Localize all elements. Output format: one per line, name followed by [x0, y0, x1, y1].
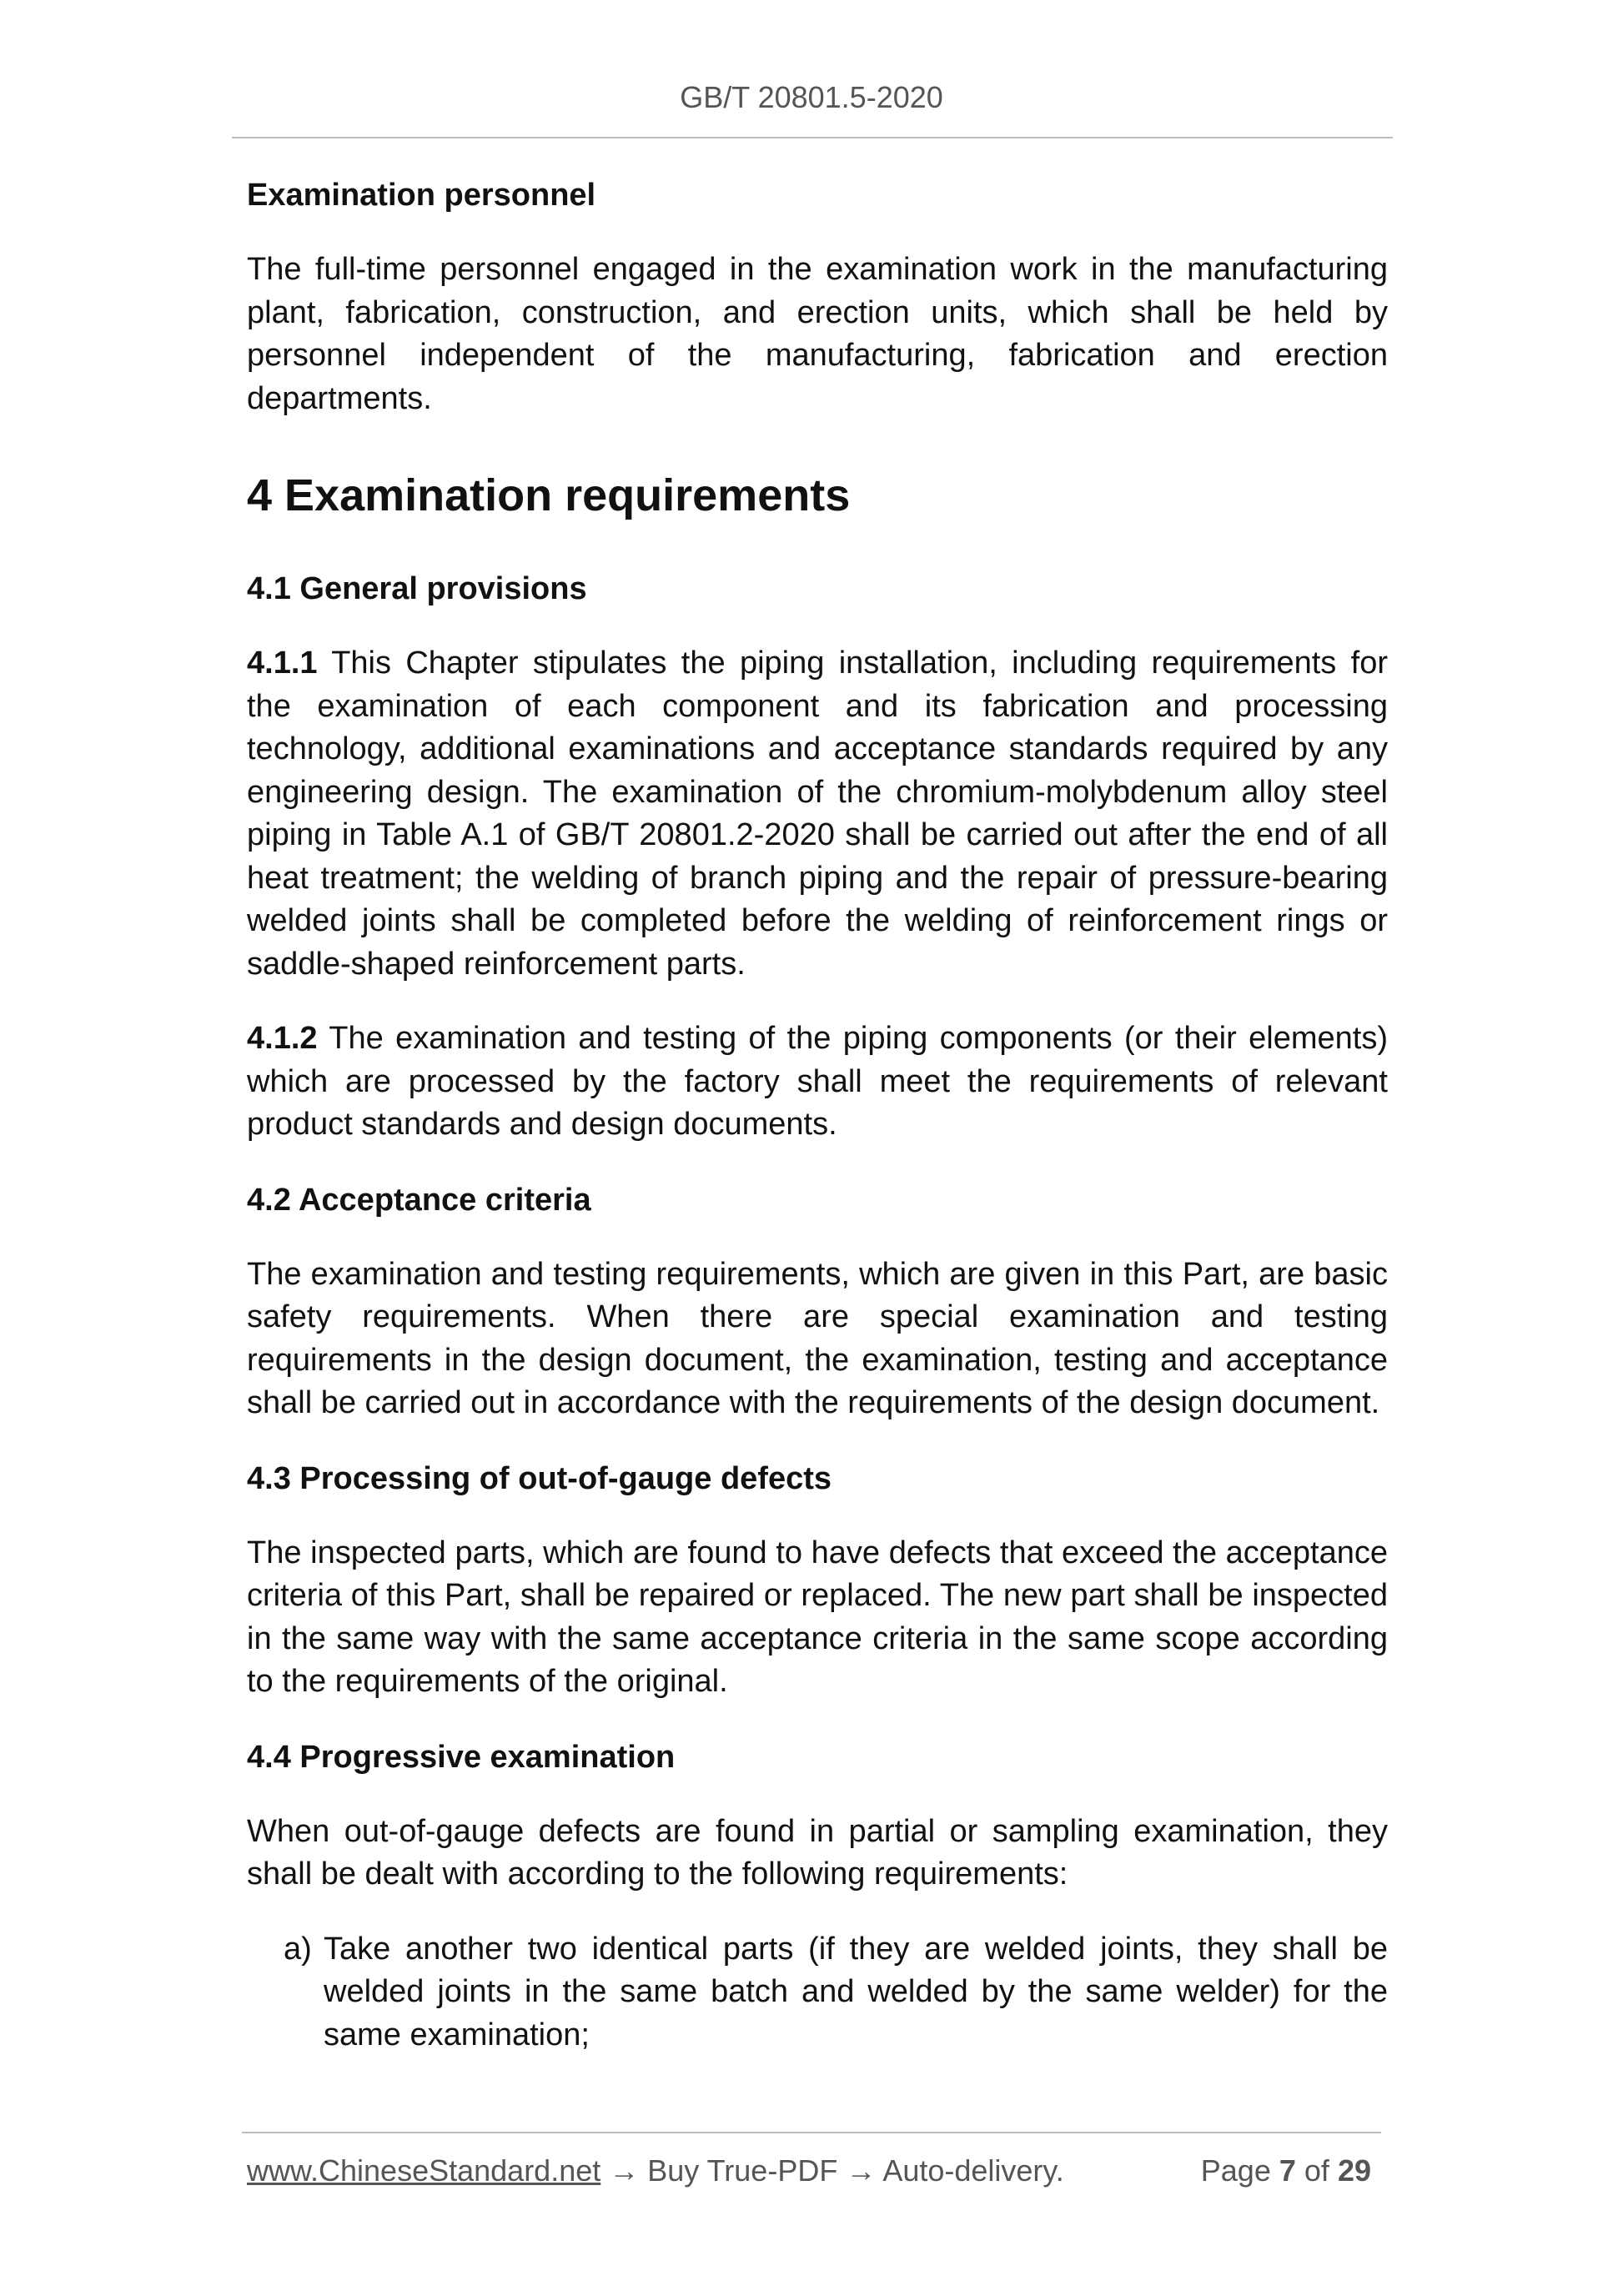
list-item: [247, 1928, 1388, 2057]
clause-4-1-2: [247, 1017, 1388, 1147]
section-4-2-heading: 4.2 Acceptance criteria: [247, 1182, 591, 1218]
term-definition: The full-time personnel engaged in the examination work in the manufacturing plant, fabrication, construction, and erection units, which shall be held by personnel independent of the manufacturing, fabrication and erection departments.: [247, 252, 1388, 416]
section-4-4-heading: 4.4 Progressive examination: [247, 1739, 676, 1775]
chapter-heading: 4 Examination requirements: [247, 470, 851, 520]
term-title: Examination personnel: [247, 178, 596, 213]
clause-text: This Chapter stipulates the piping installation, including requirements for the examination of each component and its fabrication and processing technology, additional examinations and acceptance standards required by any engineering design. The examination of the chromium-molybdenum alloy steel piping in Table A.1 of GB/T 20801.2-2020 shall be carried out after the end of all heat treatment; the welding of branch piping and the repair of pressure-bearing welded joints shall be completed before the welding of reinforcement rings or saddle-shaped reinforcement parts.: [247, 646, 1388, 982]
page-content: [247, 173, 1388, 2088]
page-indicator: [1201, 2152, 1371, 2190]
section-4-3-text: The inspected parts, which are found to have defects that exceed the acceptance criteria of this Part, shall be repaired or replaced. The new part shall be inspected in the same way with the same acceptance criteria in the same scope according to the requirements of the original.: [247, 1535, 1388, 1699]
page-label: Page: [1200, 2153, 1271, 2188]
page-current: 7: [1279, 2153, 1296, 2188]
footer-divider: [242, 2132, 1381, 2133]
page-total: 29: [1337, 2153, 1371, 2188]
section-4-1-heading: 4.1 General provisions: [247, 571, 587, 606]
section-4-2-text: The examination and testing requirements, which are given in this Part, are basic safety requirements. When there are special examination and testing requirements in the design document, the examination, testing and acceptance shall be carried out in accordance with the requirements of the design document.: [247, 1256, 1388, 1420]
clause-4-1-1: [247, 642, 1388, 986]
page-footer: [247, 2152, 1381, 2190]
page-of-label: of: [1304, 2153, 1329, 2188]
clause-number: 4.1.2: [247, 1021, 318, 1056]
section-4-3-heading: 4.3 Processing of out-of-gauge defects: [247, 1460, 832, 1496]
clause-text: The examination and testing of the piping components (or their elements) which are processed by the factory shall meet the requirements of relevant product standards and design documents.: [247, 1021, 1388, 1142]
section-4-4-text: When out-of-gauge defects are found in partial or sampling examination, they shall be dealt with according to the following requirements:: [247, 1813, 1388, 1892]
header-divider: [232, 137, 1393, 138]
list-marker: a): [284, 1931, 312, 1967]
document-code-header: GB/T 20801.5-2020: [680, 80, 943, 114]
list-item-text: Take another two identical parts (if they are welded joints, they shall be welded joints in the same batch and welded by the same welder) for the same examination;: [324, 1931, 1388, 2052]
footer-tagline: → Buy True-PDF → Auto-delivery.: [600, 2153, 1064, 2188]
website-link[interactable]: www.ChineseStandard.net: [247, 2153, 601, 2188]
clause-number: 4.1.1: [247, 646, 318, 681]
